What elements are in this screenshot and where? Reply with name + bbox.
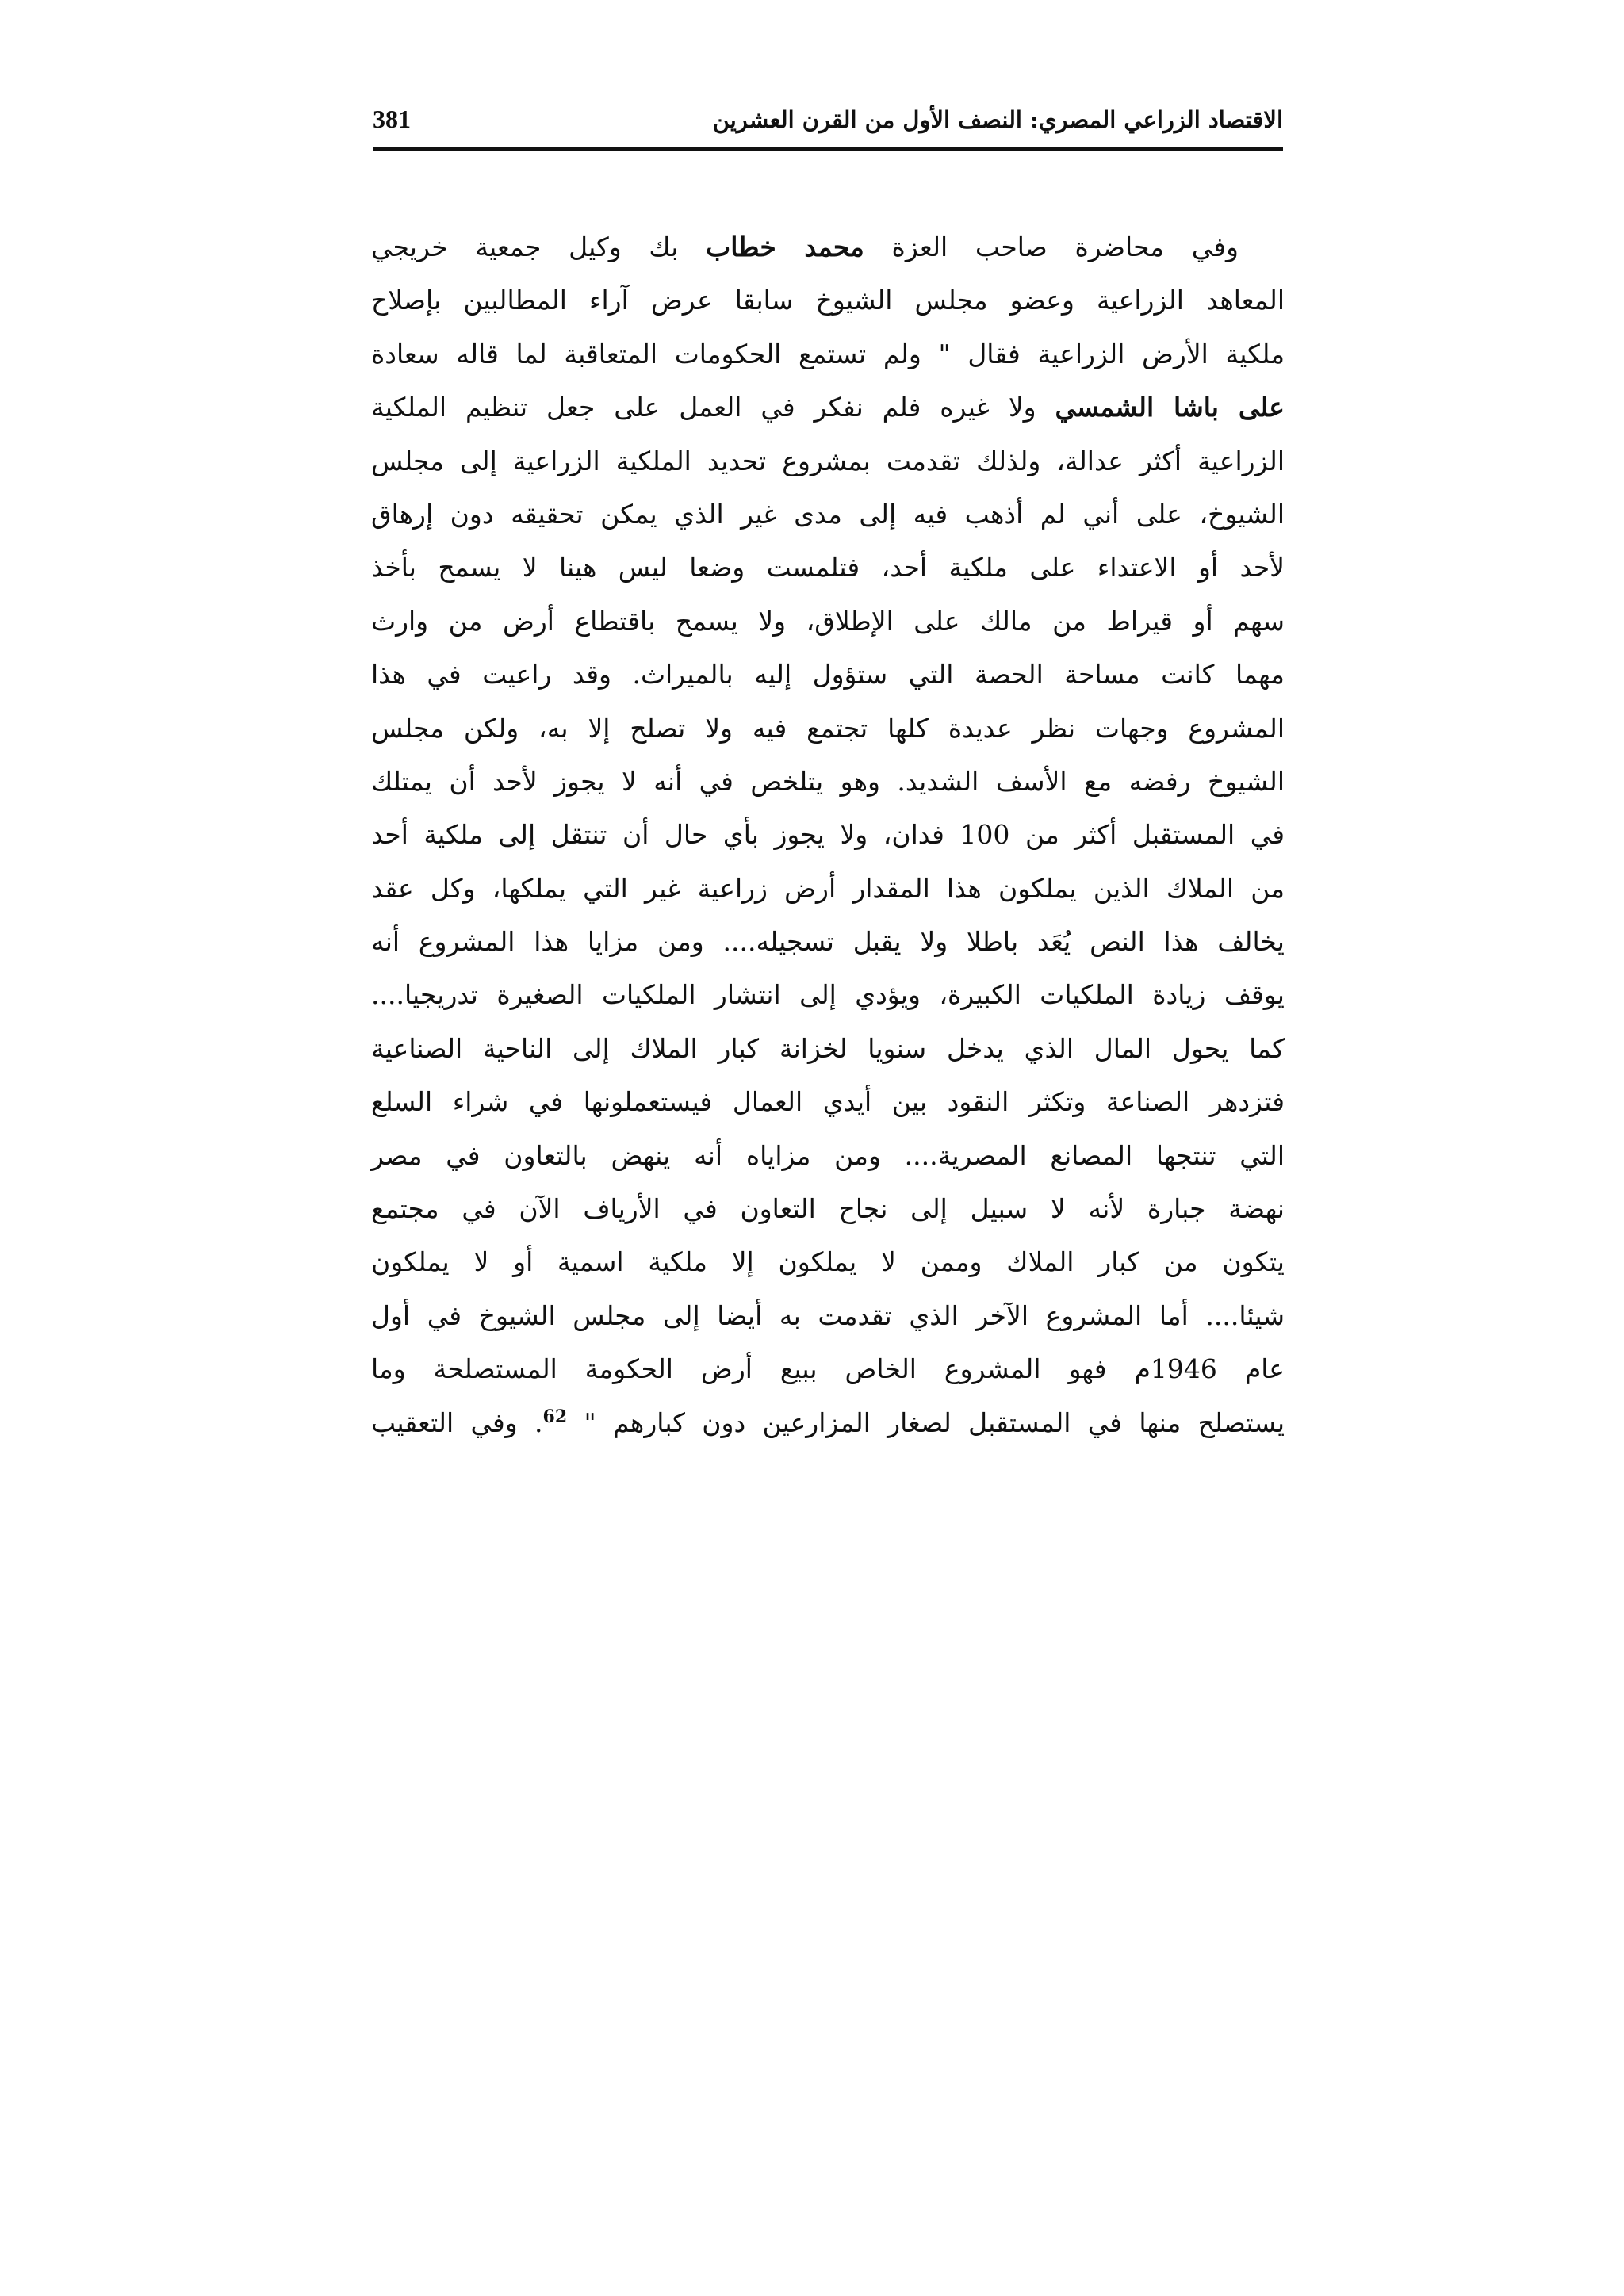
text-line: مهما كانت مساحة الحصة التي ستؤول إليه بالميراث. وقد راعيت في هذا — [371, 659, 1285, 691]
bold-name: على باشا الشمسي — [1055, 392, 1285, 423]
text-line: ملكية الأرض الزراعية فقال " ولم تستمع الحكومات المتعاقبة لما قاله سعادة — [371, 338, 1285, 369]
text-line: سهم أو قيراط من مالك على الإطلاق، ولا يسمح باقتطاع أرض من وارث — [371, 605, 1285, 637]
header-rule — [373, 147, 1283, 151]
page-number: 381 — [373, 105, 411, 133]
footnote-reference[interactable]: 62 — [542, 1406, 568, 1427]
text-line: الشيوخ رفضه مع الأسف الشديد. وهو يتلخص في أنه لا يجوز لأحد أن يمتلك — [371, 765, 1285, 797]
text-line: نهضة جبارة لأنه لا سبيل إلى نجاح التعاون في الأرياف الآن في مجتمع — [371, 1193, 1285, 1225]
text-line: الزراعية أكثر عدالة، ولذلك تقدمت بمشروع تحديد الملكية الزراعية إلى مجلس — [371, 445, 1285, 476]
text-line: يوقف زيادة الملكيات الكبيرة، ويؤدي إلى انتشار الملكيات الصغيرة تدريجيا.... — [371, 979, 1285, 1011]
body-paragraph — [371, 220, 1285, 1449]
text-line: من الملاك الذين يملكون هذا المقدار أرض زراعية غير التي يملكها، وكل عقد — [371, 872, 1285, 904]
text-line: المعاهد الزراعية وعضو مجلس الشيوخ سابقا عرض آراء المطالبين بإصلاح — [371, 285, 1285, 316]
text-line: الشيوخ، على أني لم أذهب فيه إلى مدى غير الذي يمكن تحقيقه دون إرهاق — [371, 498, 1285, 530]
text-line: التي تنتجها المصانع المصرية.... ومن مزاياه أنه ينهض بالتعاون في مصر — [371, 1139, 1285, 1171]
text-line: يخالف هذا النص يُعَد باطلا ولا يقبل تسجيله.... ومن مزايا هذا المشروع أنه — [371, 926, 1285, 958]
text-line: عام 1946م فهو المشروع الخاص ببيع أرض الحكومة المستصلحة وما — [371, 1353, 1285, 1385]
text-line: وفي محاضرة صاحب العزة محمد خطاب بك وكيل جمعية خريجي — [371, 232, 1239, 262]
text-line: شيئا.... أما المشروع الآخر الذي تقدمت به أيضا إلى مجلس الشيوخ في أول — [371, 1299, 1285, 1331]
text-line: يستصلح منها في المستقبل لصغار المزارعين دون كبارهم " $^{62}$. وفي التعقيب — [371, 1406, 1285, 1438]
text-line: على باشا الشمسي ولا غيره فلم نفكر في العمل على جعل تنظيم الملكية — [371, 392, 1285, 423]
page-header — [373, 101, 1283, 149]
bold-name: محمد خطاب — [706, 232, 864, 262]
text-line: يتكون من كبار الملاك وممن لا يملكون إلا ملكية اسمية أو لا يملكون — [371, 1246, 1285, 1278]
text-line: المشروع وجهات نظر عديدة كلها تجتمع فيه ولا تصلح إلا به، ولكن مجلس — [371, 712, 1285, 744]
running-title: الاقتصاد الزراعي المصري: النصف الأول من القرن العشرين — [712, 106, 1283, 133]
text-line: لأحد أو الاعتداء على ملكية أحد، فتلمست وضعا ليس هينا لا يسمح بأخذ — [371, 552, 1285, 584]
text-line: كما يحول المال الذي يدخل سنويا لخزانة كبار الملاك إلى الناحية الصناعية — [371, 1032, 1285, 1064]
text-line: في المستقبل أكثر من 100 فدان، ولا يجوز بأي حال أن تنتقل إلى ملكية أحد — [371, 819, 1285, 851]
text-line: فتزدهر الصناعة وتكثر النقود بين أيدي العمال فيستعملونها في شراء السلع — [371, 1086, 1285, 1118]
